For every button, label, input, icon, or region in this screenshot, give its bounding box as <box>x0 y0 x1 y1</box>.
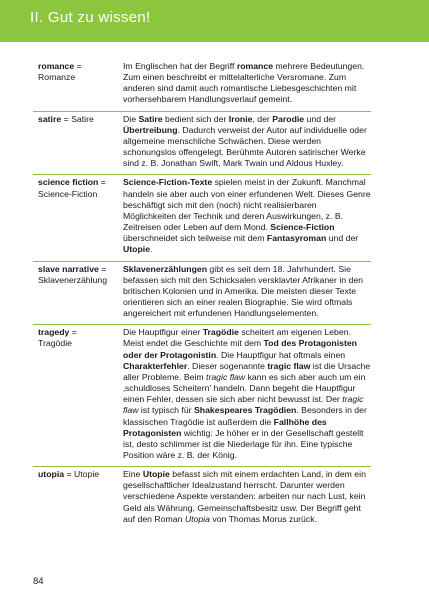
definition-text: Die <box>123 113 139 124</box>
definition-italic-text: tragic flaw <box>206 371 246 382</box>
definition-cell <box>119 111 371 175</box>
definition-bold-text: Tragödie <box>202 327 239 338</box>
glossary-row <box>33 325 371 467</box>
term-separator: = <box>64 469 74 480</box>
definition-text: . Besonders in der klassischen Tragödie ist außerdem die <box>123 405 367 427</box>
term-separator: = <box>74 61 82 71</box>
definition-text: ist typisch für <box>138 405 194 416</box>
definition-text: . Dieser sogenannte <box>187 360 268 371</box>
definition-bold-text: Ironie <box>228 113 253 124</box>
term-english: tragedy <box>38 327 70 338</box>
definition-bold-text: Parodie <box>272 113 305 124</box>
definition-cell <box>119 59 371 111</box>
term-separator: = <box>98 263 107 274</box>
definition-bold-text: Fallhöhe des Protagonisten <box>123 416 327 438</box>
definition-text: . Die Hauptfigur hat oftmals einen <box>216 349 346 360</box>
definition-italic-text: Utopia <box>184 513 210 524</box>
definition-text: überschneidet sich teilweise mit dem <box>123 233 267 244</box>
definition-bold-text: Utopie <box>123 244 151 255</box>
definition-bold-text: Tod des Protagonisten oder der Protagonistin <box>123 338 357 360</box>
definition-bold-text: Übertreibung <box>123 124 178 135</box>
term-english: satire <box>38 113 62 124</box>
term-english: slave narrative <box>38 263 99 274</box>
definition-text: Die Hauptfigur einer <box>123 327 203 338</box>
definition-bold-text: Utopie <box>142 469 170 480</box>
glossary-row <box>33 175 371 261</box>
definition-bold-text: Charakterfehler <box>123 360 188 371</box>
term-separator: = <box>61 113 72 124</box>
definition-text: gibt es seit dem 18. Jahrhundert. Sie befassen sich mit den Schicksalen versklavter Afrikaner in den britischen Kolonien und in Amerika. Die meisten dieser Texte orientieren sich an einer realen Biographie. Sie wird oftmals angereichert mit erfundenen Handlungselementen. <box>123 263 363 319</box>
definition-text: wichtig: Je höher er in der Gesellschaft gestellt ist, desto schlimmer ist die Niederlage für ihn. Eine typische Position wäre z. B. der König. <box>123 427 364 460</box>
term-english: utopia <box>38 469 65 480</box>
definition-text: mehrere Bedeutungen. Zum einen beschreibt er mittelalterliche Versromane. Zum anderen sind damit auch romantische Liebesgeschichten mit vorhersehbarem Handlungsverlauf gemeint. <box>123 61 365 105</box>
definition-bold-text: Satire <box>138 113 163 124</box>
definition-text: und der <box>304 113 337 124</box>
definition-text: Eine <box>123 469 143 480</box>
term-cell <box>33 325 119 467</box>
glossary-table <box>33 59 371 530</box>
definition-text: bedient sich der <box>162 113 229 124</box>
definition-bold-text: Shakespeares Tragödien <box>193 405 297 416</box>
definition-cell <box>119 175 371 261</box>
term-german: Utopie <box>73 469 100 480</box>
definition-bold-text: romance <box>236 61 274 71</box>
definition-text: scheitert am eigenen Leben. Meist endet die Geschichte mit dem <box>123 327 351 349</box>
definition-bold-text: Fantasyroman <box>266 233 327 244</box>
definition-bold-text: Science-Fiction-Texte <box>123 177 213 188</box>
term-cell <box>33 261 119 325</box>
chapter-title: II. Gut zu wissen! <box>30 9 151 26</box>
term-german: Sklavenerzählung <box>38 274 108 285</box>
term-separator: = <box>69 327 77 338</box>
term-german: Satire <box>71 113 94 124</box>
glossary-row <box>33 59 371 111</box>
term-cell <box>33 59 119 111</box>
definition-text: kann es sich aber auch um ein ‚schuldloses Scheitern' handeln. Dann begeht die Hauptfigur einen Fehler, dessen sie sich aber nicht bewusst ist. Der <box>123 371 366 405</box>
page-number: 84 <box>33 576 44 587</box>
definition-text: , der <box>252 113 273 124</box>
term-cell <box>33 111 119 175</box>
glossary-row <box>33 111 371 175</box>
definition-text: . <box>150 244 153 255</box>
definition-text: und der <box>326 233 359 244</box>
glossary-row <box>33 261 371 325</box>
definition-cell <box>119 325 371 467</box>
definition-text: von Thomas Morus zurück. <box>209 513 317 524</box>
glossary-body <box>33 59 371 530</box>
term-english: science fiction <box>38 177 99 188</box>
definition-text: . Dadurch verweist der Autor auf individuelle oder allgemeine menschliche Schwächen. Diese werden schonungslos offengelegt. Berühmte Autoren satirischer Werke sind z. B. Jonathan Swift, Mark Twain und Aldous Huxley. <box>123 124 367 169</box>
term-cell <box>33 467 119 530</box>
definition-cell <box>119 261 371 325</box>
term-german: Romanze <box>38 72 76 83</box>
definition-cell <box>119 467 371 530</box>
term-separator: = <box>98 177 106 188</box>
definition-text: spielen meist in der Zukunft. Manchmal handeln sie aber auch von einer erfundenen Welt. Dieses Genre beschäftigt sich mit den (noch) nicht realisierbaren Möglichkeiten der Technik und deren Auswirkungen, z. B. Zeitreisen oder Leben auf dem Mond. <box>123 177 371 233</box>
definition-text: befasst sich mit einem erdachten Land, in dem ein gesellschaftlicher Idealzustand herrscht. Darunter werden verschiedene Aspekte verstanden: arbeiten nur nach Lust, kein Geld als Währung, Gemeinschaftsbesitz usw. Der Begriff geht auf den Roman <box>123 469 366 524</box>
definition-bold-text: tragic flaw <box>267 360 311 371</box>
definition-bold-text: Science-Fiction <box>270 222 335 233</box>
term-cell <box>33 175 119 261</box>
definition-text: Im Englischen hat der Begriff <box>123 61 237 71</box>
term-german: Science-Fiction <box>38 188 98 199</box>
term-english: romance <box>38 61 75 71</box>
glossary-row <box>33 467 371 530</box>
chapter-header-bar <box>0 0 429 42</box>
term-german: Tragödie <box>38 338 72 349</box>
definition-text: ist die Ursache aller Probleme. Beim <box>123 360 371 382</box>
definition-bold-text: Sklavenerzählungen <box>123 263 208 274</box>
definition-italic-text: tragic flaw <box>123 394 364 416</box>
